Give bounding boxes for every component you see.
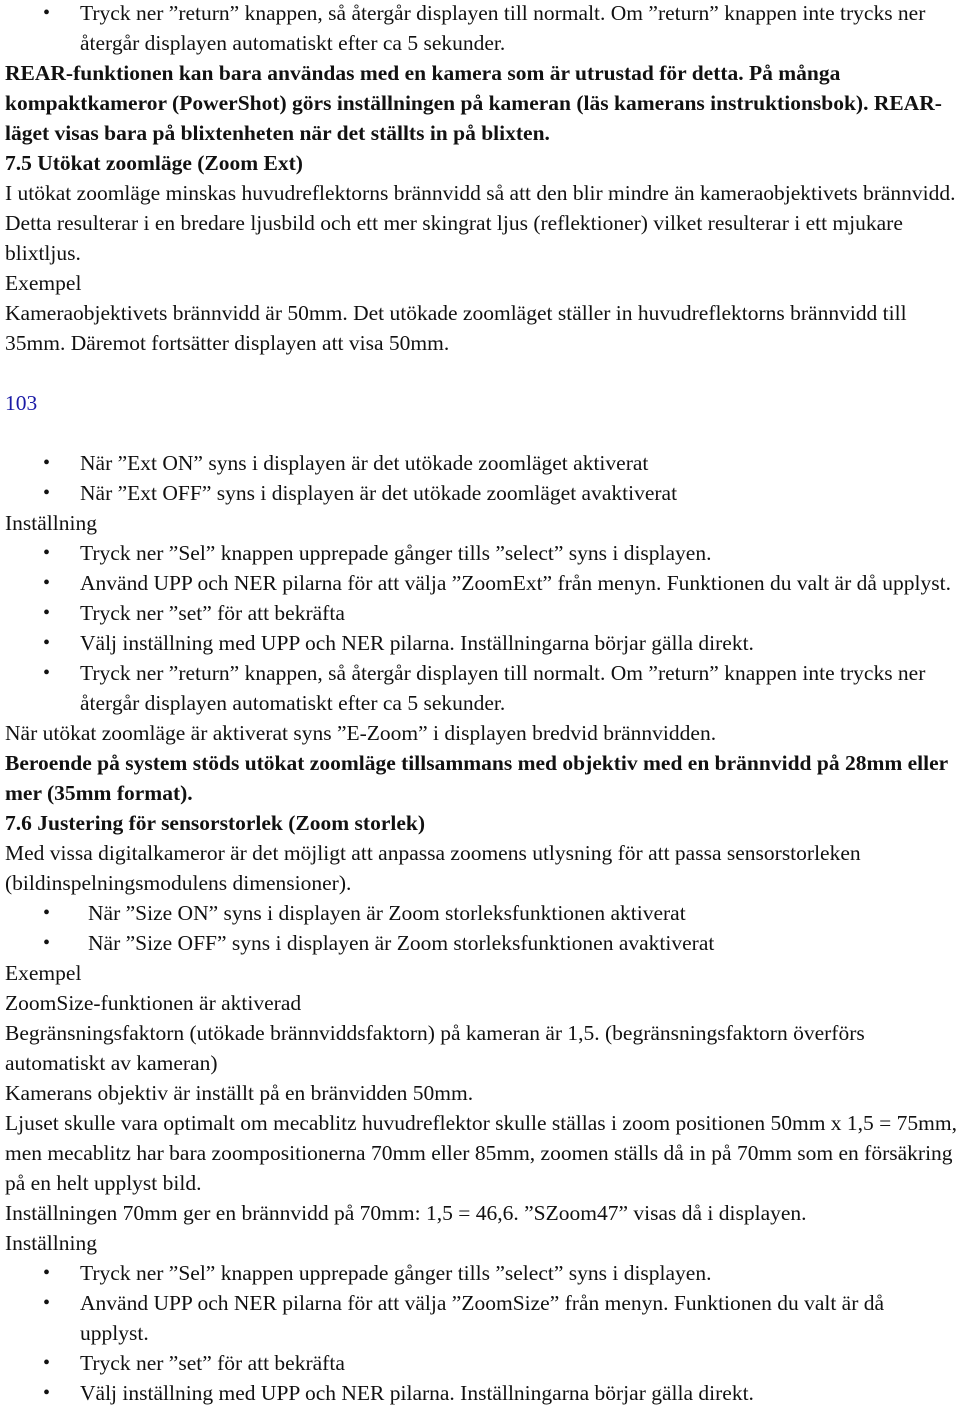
section-paragraph: I utökat zoomläge minskas huvudreflektorns brännvidd så att den blir mindre än kameraobjektivets brännvidd. Detta resulterar i en bredare ljusbild och ett mer skingrat ljus (reflektioner) vilket resulterar i ett mjukare blixtljus. xyxy=(5,181,956,265)
section-heading-7-6: 7.6 Justering för sensorstorlek (Zoom storlek) xyxy=(5,811,425,835)
list-item: • När ”Ext ON” syns i displayen är det utökade zoomläget aktiverat xyxy=(0,448,960,478)
list-item: • Använd UPP och NER pilarna för att välja ”ZoomExt” från menyn. Funktionen du valt är då upplyst. xyxy=(0,568,960,598)
rear-note: REAR-funktionen kan bara användas med en kamera som är utrustad för detta. På många kompaktkameror (PowerShot) görs inställningen på kameran (läs kamerans instruktionsbok). REAR-läget visas bara på blixtenheten när det ställts in på blixten. xyxy=(5,61,942,145)
example-text: Kameraobjektivets brännvidd är 50mm. Det utökade zoomläget ställer in huvudreflektorns brännvidd till 35mm. Däremot fortsätter displayen att visa 50mm. xyxy=(5,301,907,355)
ext-status-list xyxy=(0,448,960,508)
list-item: • Välj inställning med UPP och NER pilarna. Inställningarna börjar gälla direkt. xyxy=(0,1378,960,1408)
list-item: • Välj inställning med UPP och NER pilarna. Inställningarna börjar gälla direkt. xyxy=(0,628,960,658)
list-item: • När ”Ext OFF” syns i displayen är det utökade zoomläget avaktiverat xyxy=(0,478,960,508)
setting-label: Inställning xyxy=(5,511,97,535)
example-line: Kamerans objektiv är inställt på en bränvidden 50mm. xyxy=(5,1081,474,1105)
list-item: • När ”Size ON” syns i displayen är Zoom storleksfunktionen aktiverat xyxy=(0,898,960,928)
example-label: Exempel xyxy=(5,271,82,295)
ezoom-note: När utökat zoomläge är aktiverat syns ”E-Zoom” i displayen bredvid brännvidden. xyxy=(5,721,717,745)
setting-label: Inställning xyxy=(5,1231,97,1255)
example-line: Inställningen 70mm ger en brännvidd på 70mm: 1,5 = 46,6. ”SZoom47” visas då i displayen. xyxy=(5,1201,807,1225)
size-status-list xyxy=(0,898,960,958)
list-item: • Tryck ner ”Sel” knappen upprepade gånger tills ”select” syns i displayen. xyxy=(0,538,960,568)
example-line: Begränsningsfaktorn (utökade brännviddsfaktorn) på kameran är 1,5. (begränsningsfaktorn överförs automatiskt av kameran) xyxy=(5,1021,865,1075)
list-item: • Använd UPP och NER pilarna för att välja ”ZoomSize” från menyn. Funktionen du valt är då upplyst. xyxy=(0,1288,960,1348)
list-item: • Tryck ner ”set” för att bekräfta xyxy=(0,598,960,628)
list-item: • Tryck ner ”return” knappen, så återgår displayen till normalt. Om ”return” knappen inte trycks ner återgår displayen automatiskt efter ca 5 sekunder. xyxy=(0,0,960,58)
section-paragraph: Med vissa digitalkameror är det möjligt att anpassa zoomens utlysning för att passa sensorstorleken (bildinspelningsmodulens dimensioner). xyxy=(5,841,861,895)
ext-setting-steps xyxy=(0,538,960,718)
example-line: Ljuset skulle vara optimalt om mecablitz huvudreflektor skulle ställas i zoom positionen 50mm x 1,5 = 75mm, men mecablitz har bara zoompositionerna 70mm eller 85mm, zoomen ställs då in på 70mm som en försäkring på en helt upplyst bild. xyxy=(5,1111,957,1195)
list-item: • Tryck ner ”return” knappen, så återgår displayen till normalt. Om ”return” knappen inte trycks ner återgår displayen automatiskt efter ca 5 sekunder. xyxy=(0,658,960,718)
section-heading-7-5: 7.5 Utökat zoomläge (Zoom Ext) xyxy=(5,151,303,175)
system-note: Beroende på system stöds utökat zoomläge tillsammans med objektiv med en brännvidd på 28mm eller mer (35mm format). xyxy=(5,751,948,805)
example-line: ZoomSize-funktionen är aktiverad xyxy=(5,991,302,1015)
list-item: • När ”Size OFF” syns i displayen är Zoom storleksfunktionen avaktiverat xyxy=(0,928,960,958)
size-setting-steps xyxy=(0,1258,960,1408)
list-item: • Tryck ner ”Sel” knappen upprepade gånger tills ”select” syns i displayen. xyxy=(0,1258,960,1288)
example-label: Exempel xyxy=(5,961,82,985)
list-item: • Tryck ner ”set” för att bekräfta xyxy=(0,1348,960,1378)
page-number: 103 xyxy=(5,391,38,415)
top-bullet-list xyxy=(0,0,960,58)
